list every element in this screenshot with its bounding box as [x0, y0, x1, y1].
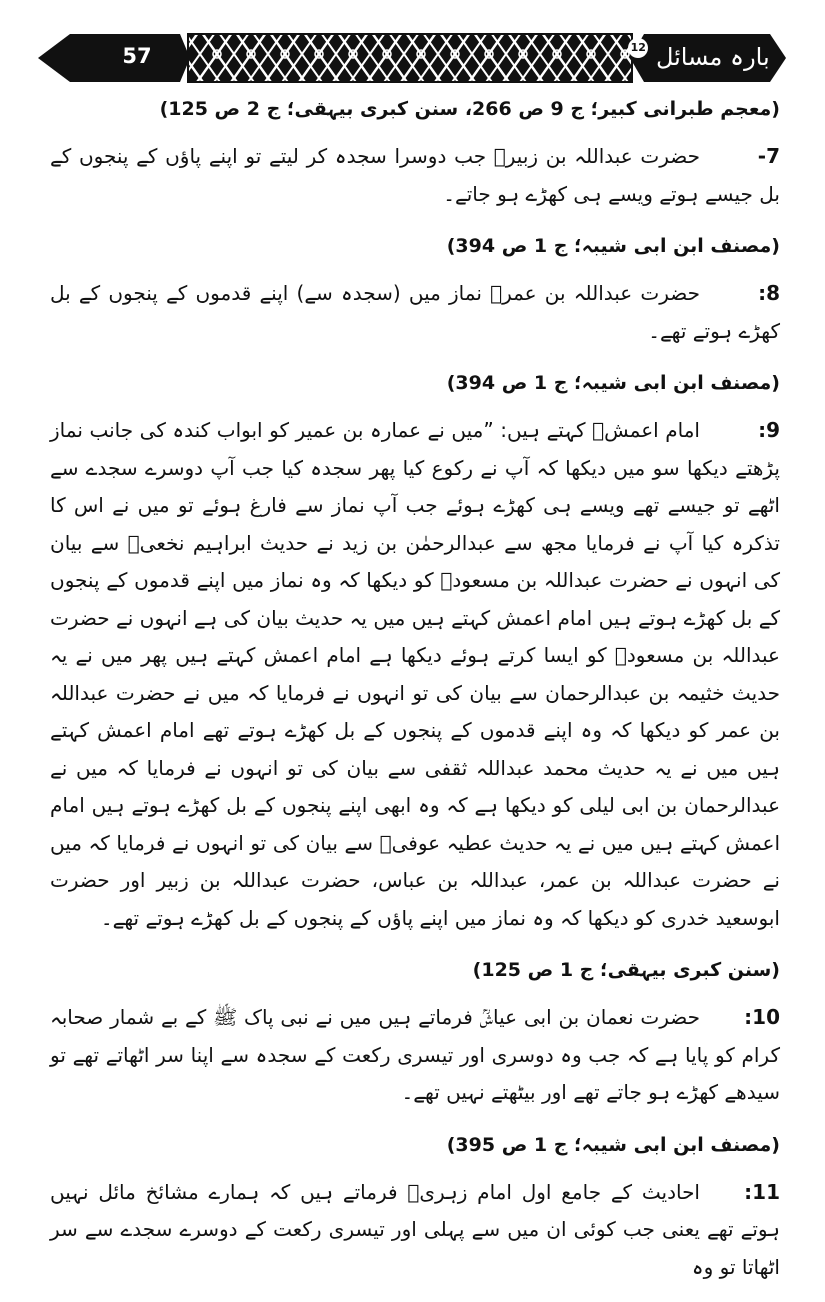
- title-number-badge: 12: [628, 38, 648, 58]
- reference-citation: (معجم طبرانی کبیر؛ ج 9 ص 266، سنن کبری بیہقی؛ ج 2 ص 125): [159, 98, 780, 120]
- hadith-paragraph: [50, 275, 780, 350]
- paragraph-number: 10:: [744, 1005, 780, 1029]
- page-header: [30, 30, 790, 86]
- paragraph-text: حضرت عبداللہ بن زبیرؓ جب دوسرا سجدہ کر لیتے تو اپنے پاؤں کے پنجوں کے بل جیسے ہوتے ویسے ہی کھڑے ہو جاتے۔: [50, 144, 780, 206]
- reference-citation: (مصنف ابن ابی شیبہ؛ ج 1 ص 395): [446, 1133, 780, 1156]
- paragraph-text: احادیث کے جامع اول امام زہریؒ فرماتے ہیں کہ ہمارے مشائخ مائل نہیں ہوتے تھے یعنی جب کوئی ان میں سے پہلی اور تیسری رکعت کے دوسرے سجدے سے سر اٹھاتا تو وہ: [50, 1179, 780, 1279]
- hadith-paragraph: [50, 412, 780, 937]
- paragraph-number: 9:: [758, 418, 780, 442]
- paragraph-text: امام اعمشؒ کہتے ہیں: ”میں نے عمارہ بن عمیر کو ابواب کندہ کی جانب نماز پڑھتے دیکھا سو میں دیکھا کہ آپ نے رکوع کیا پھر سجدہ کیا جب آپ دوسرے سجدے سے اٹھے تو جیسے تھے ویسے ہی کھڑے ہوئے جب آپ نماز سے فارغ ہوئے تو میں نے اس کا تذکرہ کیا آپ نے فرمایا مجھ سے عبدالرحمٰن بن زید نے حدیث ابراہیم نخعیؒ سے بیان کی انہوں نے حضرت عبداللہ بن مسعودؓ کو دیکھا کہ وہ نماز میں اپنے قدموں کے پنجوں کے بل کھڑے ہوتے ہیں امام اعمش کہتے ہیں میں یہ حدیث بیان کی ہے انہوں نے حضرت عبداللہ بن مسعودؓ کو ایسا کرتے ہوئے دیکھا ہے امام اعمش کہتے ہیں پھر میں نے یہ حدیث خثیمہ بن عبدالرحمان سے بیان کی تو انہوں نے فرمایا کہ میں نے حضرت عبداللہ بن عمر کو دیکھا کہ وہ اپنے قدموں کے پنجوں کے بل کھڑے ہوتے تھے امام اعمش کہتے ہیں میں نے یہ حدیث محمد عبداللہ ثقفی سے بیان کی تو انہوں نے فرمایا کہ میں نے عبدالرحمان بن ابی لیلی کو دیکھا ہے کہ وہ ابھی اپنے پنجوں کے بل کھڑے ہوتے ہیں امام اعمش کہتے ہیں میں نے یہ حدیث عطیہ عوفیؒ سے بیان کی تو انہوں نے فرمایا کہ میں نے حضرت عبداللہ بن عمر، عبداللہ بن عباس، حضرت عبداللہ بن زبیر اور حضرت ابوسعید خدری کو دیکھا کہ وہ نماز میں اپنے پاؤں کے پنجوں کے بل کھڑے ہوتے تھے۔: [50, 418, 780, 930]
- paragraph-text: حضرت عبداللہ بن عمرؓ نماز میں (سجدہ سے) اپنے قدموں کے پنجوں کے بل کھڑے ہوتے تھے۔: [50, 281, 780, 343]
- book-title-text: بارہ مسائل: [655, 43, 770, 71]
- hadith-paragraph: [50, 1174, 780, 1287]
- hadith-paragraph: [50, 138, 780, 213]
- paragraph-text: حضرت نعمان بن ابی عیاشؒ فرماتے ہیں میں نے نبی پاک ﷺ کے بے شمار صحابہ کرام کو پایا ہے کہ جب وہ دوسری اور تیسری رکعت کے سجدہ سے اپنا سر اٹھاتے تھے تو سیدھے کھڑے ہو جاتے تھے اور بیٹھتے نہیں تھے۔: [50, 1005, 780, 1104]
- page-body: [50, 92, 780, 1302]
- paragraph-number: 11:: [744, 1179, 780, 1204]
- reference-citation: (مصنف ابن ابی شیبہ؛ ج 1 ص 394): [446, 372, 780, 394]
- paragraph-number: 8:: [758, 281, 780, 305]
- hadith-paragraph: [50, 999, 780, 1112]
- book-title: [624, 34, 774, 80]
- reference-citation: (سنن کبری بیہقی؛ ج 1 ص 125): [472, 959, 780, 981]
- page-number: 57: [122, 44, 152, 68]
- paragraph-number: 7-: [757, 144, 780, 168]
- reference-citation: (مصنف ابن ابی شیبہ؛ ج 1 ص 394): [446, 235, 780, 257]
